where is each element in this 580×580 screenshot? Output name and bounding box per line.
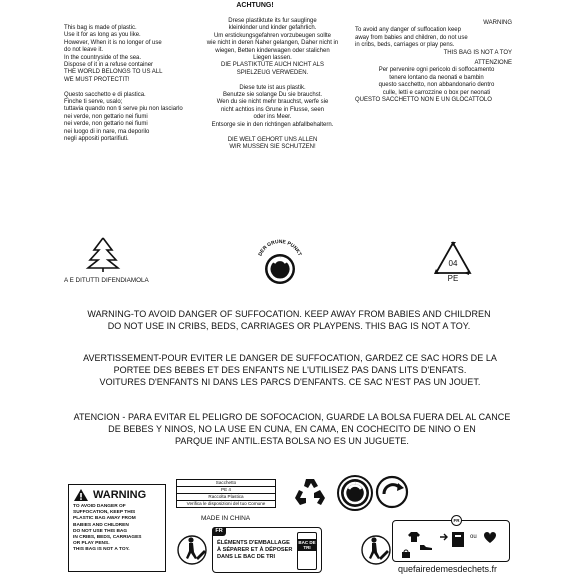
arrow-right-icon — [439, 533, 449, 541]
triman-line: À SÉPARER ET À DÉPOSER — [217, 547, 293, 553]
column-german — [185, 18, 360, 151]
recycle-pe-symbol — [433, 240, 473, 285]
warning-english — [44, 308, 534, 332]
triman-line: ÉLÉMENTS D'EMBALLAGE — [217, 540, 290, 546]
recycle-arrows-symbol — [292, 476, 328, 508]
triman-box — [212, 527, 322, 573]
text-line: tenere lontano da neonati e bambin — [389, 74, 484, 81]
warning-line: PARQUE INF ANTIL.ESTA BOLSA NO ES UN JUGUETE. — [175, 436, 409, 446]
text-line: oder ins Meer. — [253, 114, 292, 121]
warning-line: DE BEBES Y NINOS, NO LA USE EN CUNA, EN CAMA, EN COCHECITO DE NINO O EN — [108, 424, 476, 434]
text-line: WIR MUSSEN SIE SCHUTZEN! — [229, 143, 316, 150]
text-line: wie nicht in deren Naher gelangen, Daher nicht in — [206, 40, 339, 47]
bin-icon — [297, 532, 317, 570]
text-line: Diese tute ist aus plastik. — [239, 84, 306, 91]
table-row: Raccolta Plastica — [177, 494, 275, 501]
text-line — [185, 129, 360, 136]
table-row: PE 4 — [177, 487, 275, 494]
warning-box-line: IN CRIBS, BEDS, CARRIAGES — [73, 535, 142, 541]
text-line: wiegen, Betten kinderwagen oder stalichen — [215, 47, 330, 54]
heart-icon — [483, 531, 497, 545]
tree-caption: A E DITUTTI DIFENDIAMOLA — [64, 277, 149, 284]
text-line: QUESTO SACCHETTO NON E UN GLOCATTOLO — [355, 97, 492, 104]
warning-box-line: PLASTIC BAG AWAY FROM — [73, 516, 136, 522]
text-line — [64, 84, 204, 91]
text-line: in cribs, beds, carriages or play pens. — [355, 42, 455, 49]
text-line: Liegen lassen. — [253, 55, 292, 62]
warning-box-line: OR PLAY PENS. — [73, 541, 110, 547]
text-line: THIS BAG IS NOT A TOY — [443, 49, 512, 56]
text-line: To avoid any danger of suffocation keep — [355, 27, 461, 34]
column-left — [64, 25, 204, 144]
warning-line: DO NOT USE IN CRIBS, BEDS, CARRIAGES OR PLAYPENS. THIS BAG IS NOT A TOY. — [107, 321, 471, 331]
recycle-loop-symbol — [374, 474, 410, 510]
text-line: In the countryside of the sea. — [64, 54, 142, 61]
warning-box-line: THIS BAG IS NOT A TOY. — [73, 547, 130, 553]
tshirt-icon — [407, 531, 421, 543]
warning-line: VOITURES D'ENFANTS NI DANS LES PARCS D'ENFANTS. CE SAC N'EST PAS UN JOUET. — [99, 377, 481, 387]
text-line: DIE PLASTIKTUTE AUCH NICHT ALS — [221, 62, 324, 69]
svg-text:04: 04 — [448, 259, 458, 268]
green-dot-icon — [250, 237, 310, 287]
text-line: nei luogo di in nare, ma deporilo — [64, 128, 150, 135]
text-line: ATTENZIONE — [474, 60, 512, 67]
text-line: Use it for as long as you like. — [64, 32, 141, 39]
sacchetto-table — [176, 479, 276, 508]
text-line: away from babies and children, do not use — [355, 34, 468, 41]
bag-icon — [401, 549, 411, 559]
green-dot-caption: DER GRUNE PUNKT — [257, 238, 303, 258]
text-line: WE MUST PROTECTIT! — [64, 76, 130, 83]
green-dot-small-icon — [336, 474, 374, 512]
triman-fr-badge: FR — [212, 527, 226, 536]
text-line: However, When it is no longer of use — [64, 39, 162, 46]
warning-box-line: TO AVOID DANGER OF — [73, 504, 126, 509]
text-line: Per pervenire ogni pericolo di soffocamento — [378, 67, 495, 74]
text-line: Um erstickungsgefahren vorzubeugen sollte — [213, 32, 332, 39]
recycle-triangle-icon — [433, 240, 473, 276]
text-line: SPIELZEUG VERWEDEN. — [236, 69, 309, 76]
green-dot-symbol — [250, 237, 310, 287]
recycle-code: PE — [447, 274, 459, 283]
table-row: Sacchetto — [177, 480, 275, 487]
text-line: This bag is made of plastic. — [64, 25, 137, 31]
warning-box-title: WARNING — [93, 489, 147, 501]
shoe-icon — [419, 543, 433, 551]
bin-label: BAC DE TRI — [298, 540, 316, 550]
text-line: do not leave it. — [64, 47, 104, 54]
warning-line: AVERTISSEMENT-POUR EVITER LE DANGER DE SUFFOCATION, GARDEZ CE SAC HORS DE LA — [83, 353, 497, 363]
text-line: Finche ti serve, usalo; — [64, 99, 123, 106]
green-dot-small — [336, 474, 374, 512]
recycle-icon — [292, 476, 328, 508]
text-line — [185, 77, 360, 84]
warning-line: ATENCION - PARA EVITAR EL PELIGRO DE SOFOCACION, GUARDE LA BOLSA FUERA DEL AL CANCE — [73, 412, 511, 422]
text-line: Drese plastiktute its fur sauglinge — [228, 18, 317, 24]
tidy-tree-symbol — [78, 236, 138, 272]
recycle-loop-icon — [374, 474, 410, 510]
text-line: questo sacchetto, non abbandonario dentro — [378, 82, 495, 89]
triman-line: DANS LE BAC DE TRI — [217, 554, 276, 560]
text-line: THE WORLD BELONGS TO US ALL — [64, 69, 163, 76]
text-line: kleinkinder und kinder gefahrlich. — [228, 25, 317, 32]
info-tri-fr-badge: FR — [451, 515, 462, 526]
text-line: nei verde, non gettario nei fiumi — [64, 113, 148, 120]
text-line: nicht achtios ins Grune in Flusse, seen — [220, 106, 325, 113]
warning-triangle-icon — [73, 488, 89, 502]
warning-french — [40, 352, 540, 388]
text-line: culle, letti e carrozzine o box per neonati — [382, 89, 491, 96]
warning-box — [68, 484, 166, 572]
triman-text — [217, 540, 292, 561]
text-line: DIE WELT GEHORT UNS ALLEN — [227, 136, 318, 143]
warning-box-line: BABIES AND CHILDREN — [73, 522, 129, 528]
text-line: Dispose of it in a refuse container — [64, 62, 154, 69]
warning-line: WARNING-TO AVOID DANGER OF SUFFOCATION. KEEP AWAY FROM BABIES AND CHILDREN — [87, 309, 491, 319]
info-tri-box — [392, 520, 510, 562]
made-in: MADE IN CHINA — [201, 515, 251, 522]
triman-person — [176, 528, 216, 568]
container-icon — [451, 530, 465, 548]
warning-spanish — [52, 411, 532, 447]
table-row: Verifica le disposizioni del tuo Comune — [186, 501, 266, 506]
text-line: tuttavia quando non ti serve piu non lasciarlo — [64, 106, 183, 113]
text-line: WARNING — [483, 20, 512, 26]
ou-label: ou — [470, 534, 477, 540]
text-line: nei verde, non gettario nei fiumi — [64, 121, 148, 128]
warning-box-line: SUFFOCATION, KEEP THIS — [73, 510, 136, 516]
warning-line: PORTEE DES BEBES ET DES ENFANTS NE L'UTILISEZ PAS DANS LITS D'ENFATS. — [113, 365, 467, 375]
text-line: Benutze sie solange Du sie brauchst. — [222, 92, 323, 99]
achtung-heading: ACHTUNG! — [236, 2, 274, 9]
triman-icon — [176, 528, 216, 568]
text-line: Wen du sie nicht mehr brauchst, werfe sie — [216, 99, 329, 106]
warning-box-line: DO NOT USE THIS BAG — [73, 528, 128, 534]
text-line: Entsorge sie in den richtingen abfallbehaltern. — [211, 121, 334, 128]
website-text: quefairedemesdechets.fr — [398, 564, 498, 574]
tree-icon — [78, 236, 128, 272]
text-line: negli appositi portarifiuti. — [64, 136, 129, 143]
warning-box-text — [73, 504, 161, 554]
text-line: Questo sacchetto e di plastica. — [64, 91, 146, 98]
column-right — [355, 20, 518, 104]
